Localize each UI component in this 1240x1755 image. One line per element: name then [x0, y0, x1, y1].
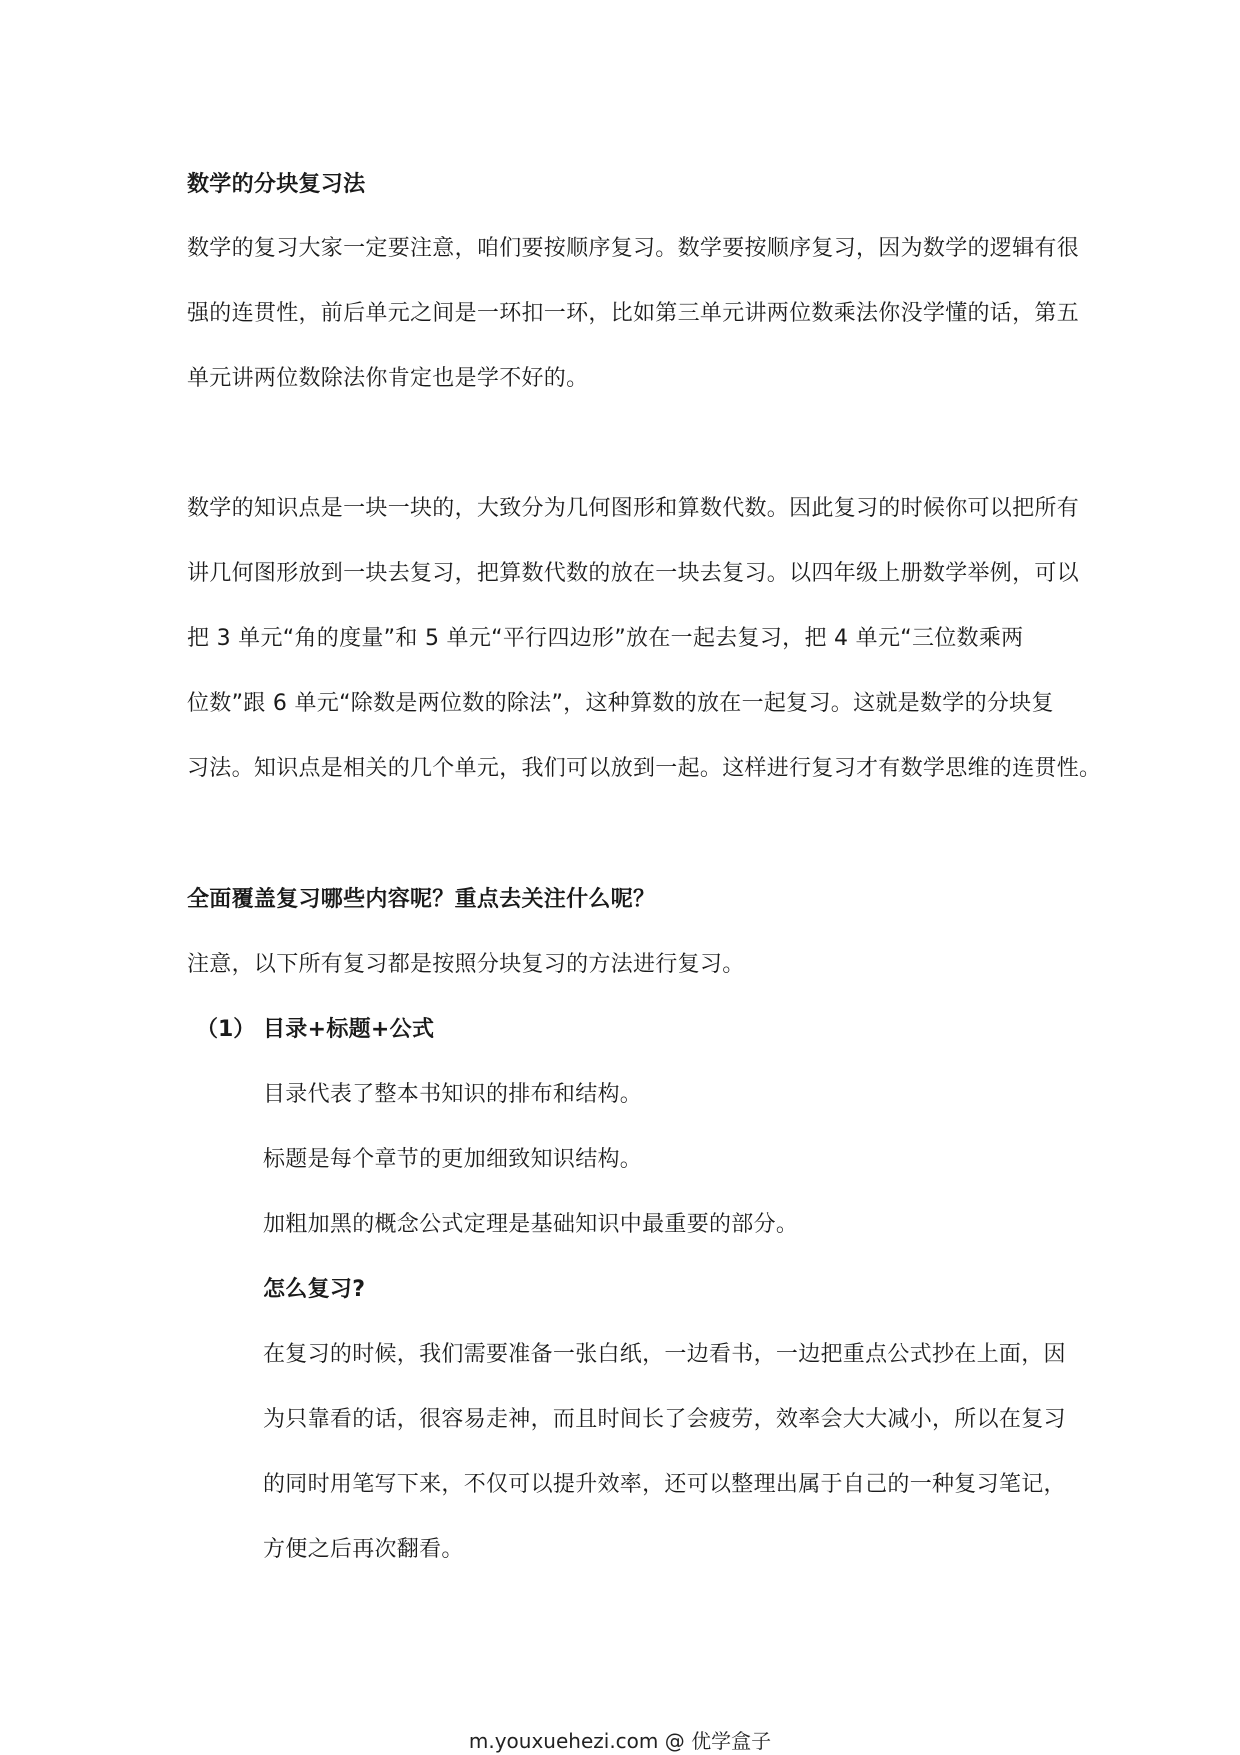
paragraph-line: 方便之后再次翻看。 — [263, 1537, 464, 1562]
section-title: 数学的分块复习法 — [187, 172, 366, 197]
section-title: 全面覆盖复习哪些内容呢？重点去关注什么呢？ — [187, 887, 656, 912]
item-line: 标题是每个章节的更加细致知识结构。 — [263, 1147, 643, 1172]
subheading: 怎么复习? — [263, 1277, 366, 1302]
item-line: 目录代表了整本书知识的排布和结构。 — [263, 1082, 643, 1107]
item-number: （1） — [196, 1017, 256, 1042]
paragraph-line: 数学的复习大家一定要注意，咱们要按顺序复习。数学要按顺序复习，因为数学的逻辑有很 — [187, 236, 1080, 261]
paragraph-line: 把 3 单元“角的度量”和 5 单元“平行四边形”放在一起去复习，把 4 单元“三位数乘两 — [187, 626, 1024, 651]
paragraph-line: 为只靠看的话，很容易走神，而且时间长了会疲劳，效率会大大减小，所以在复习 — [263, 1407, 1066, 1432]
paragraph-line: 单元讲两位数除法你肯定也是学不好的。 — [187, 366, 589, 391]
item-title: 目录+标题+公式 — [263, 1017, 435, 1042]
footer-watermark: m.youxuehezi.com @ 优学盒子 — [468, 1729, 772, 1753]
paragraph-line: 在复习的时候，我们需要准备一张白纸，一边看书，一边把重点公式抄在上面，因 — [263, 1342, 1066, 1367]
paragraph-line: 的同时用笔写下来，不仅可以提升效率，还可以整理出属于自己的一种复习笔记， — [263, 1472, 1066, 1497]
paragraph-line: 讲几何图形放到一块去复习，把算数代数的放在一块去复习。以四年级上册数学举例，可以 — [187, 561, 1080, 586]
paragraph-line: 数学的知识点是一块一块的，大致分为几何图形和算数代数。因此复习的时候你可以把所有 — [187, 496, 1080, 521]
paragraph-line: 位数”跟 6 单元“除数是两位数的除法”，这种算数的放在一起复习。这就是数学的分块复 — [187, 691, 1054, 716]
item-line: 加粗加黑的概念公式定理是基础知识中最重要的部分。 — [263, 1212, 799, 1237]
note-line: 注意，以下所有复习都是按照分块复习的方法进行复习。 — [187, 952, 745, 977]
paragraph-line: 习法。知识点是相关的几个单元，我们可以放到一起。这样进行复习才有数学思维的连贯性。 — [187, 756, 1102, 781]
paragraph-line: 强的连贯性，前后单元之间是一环扣一环，比如第三单元讲两位数乘法你没学懂的话，第五 — [187, 301, 1080, 326]
